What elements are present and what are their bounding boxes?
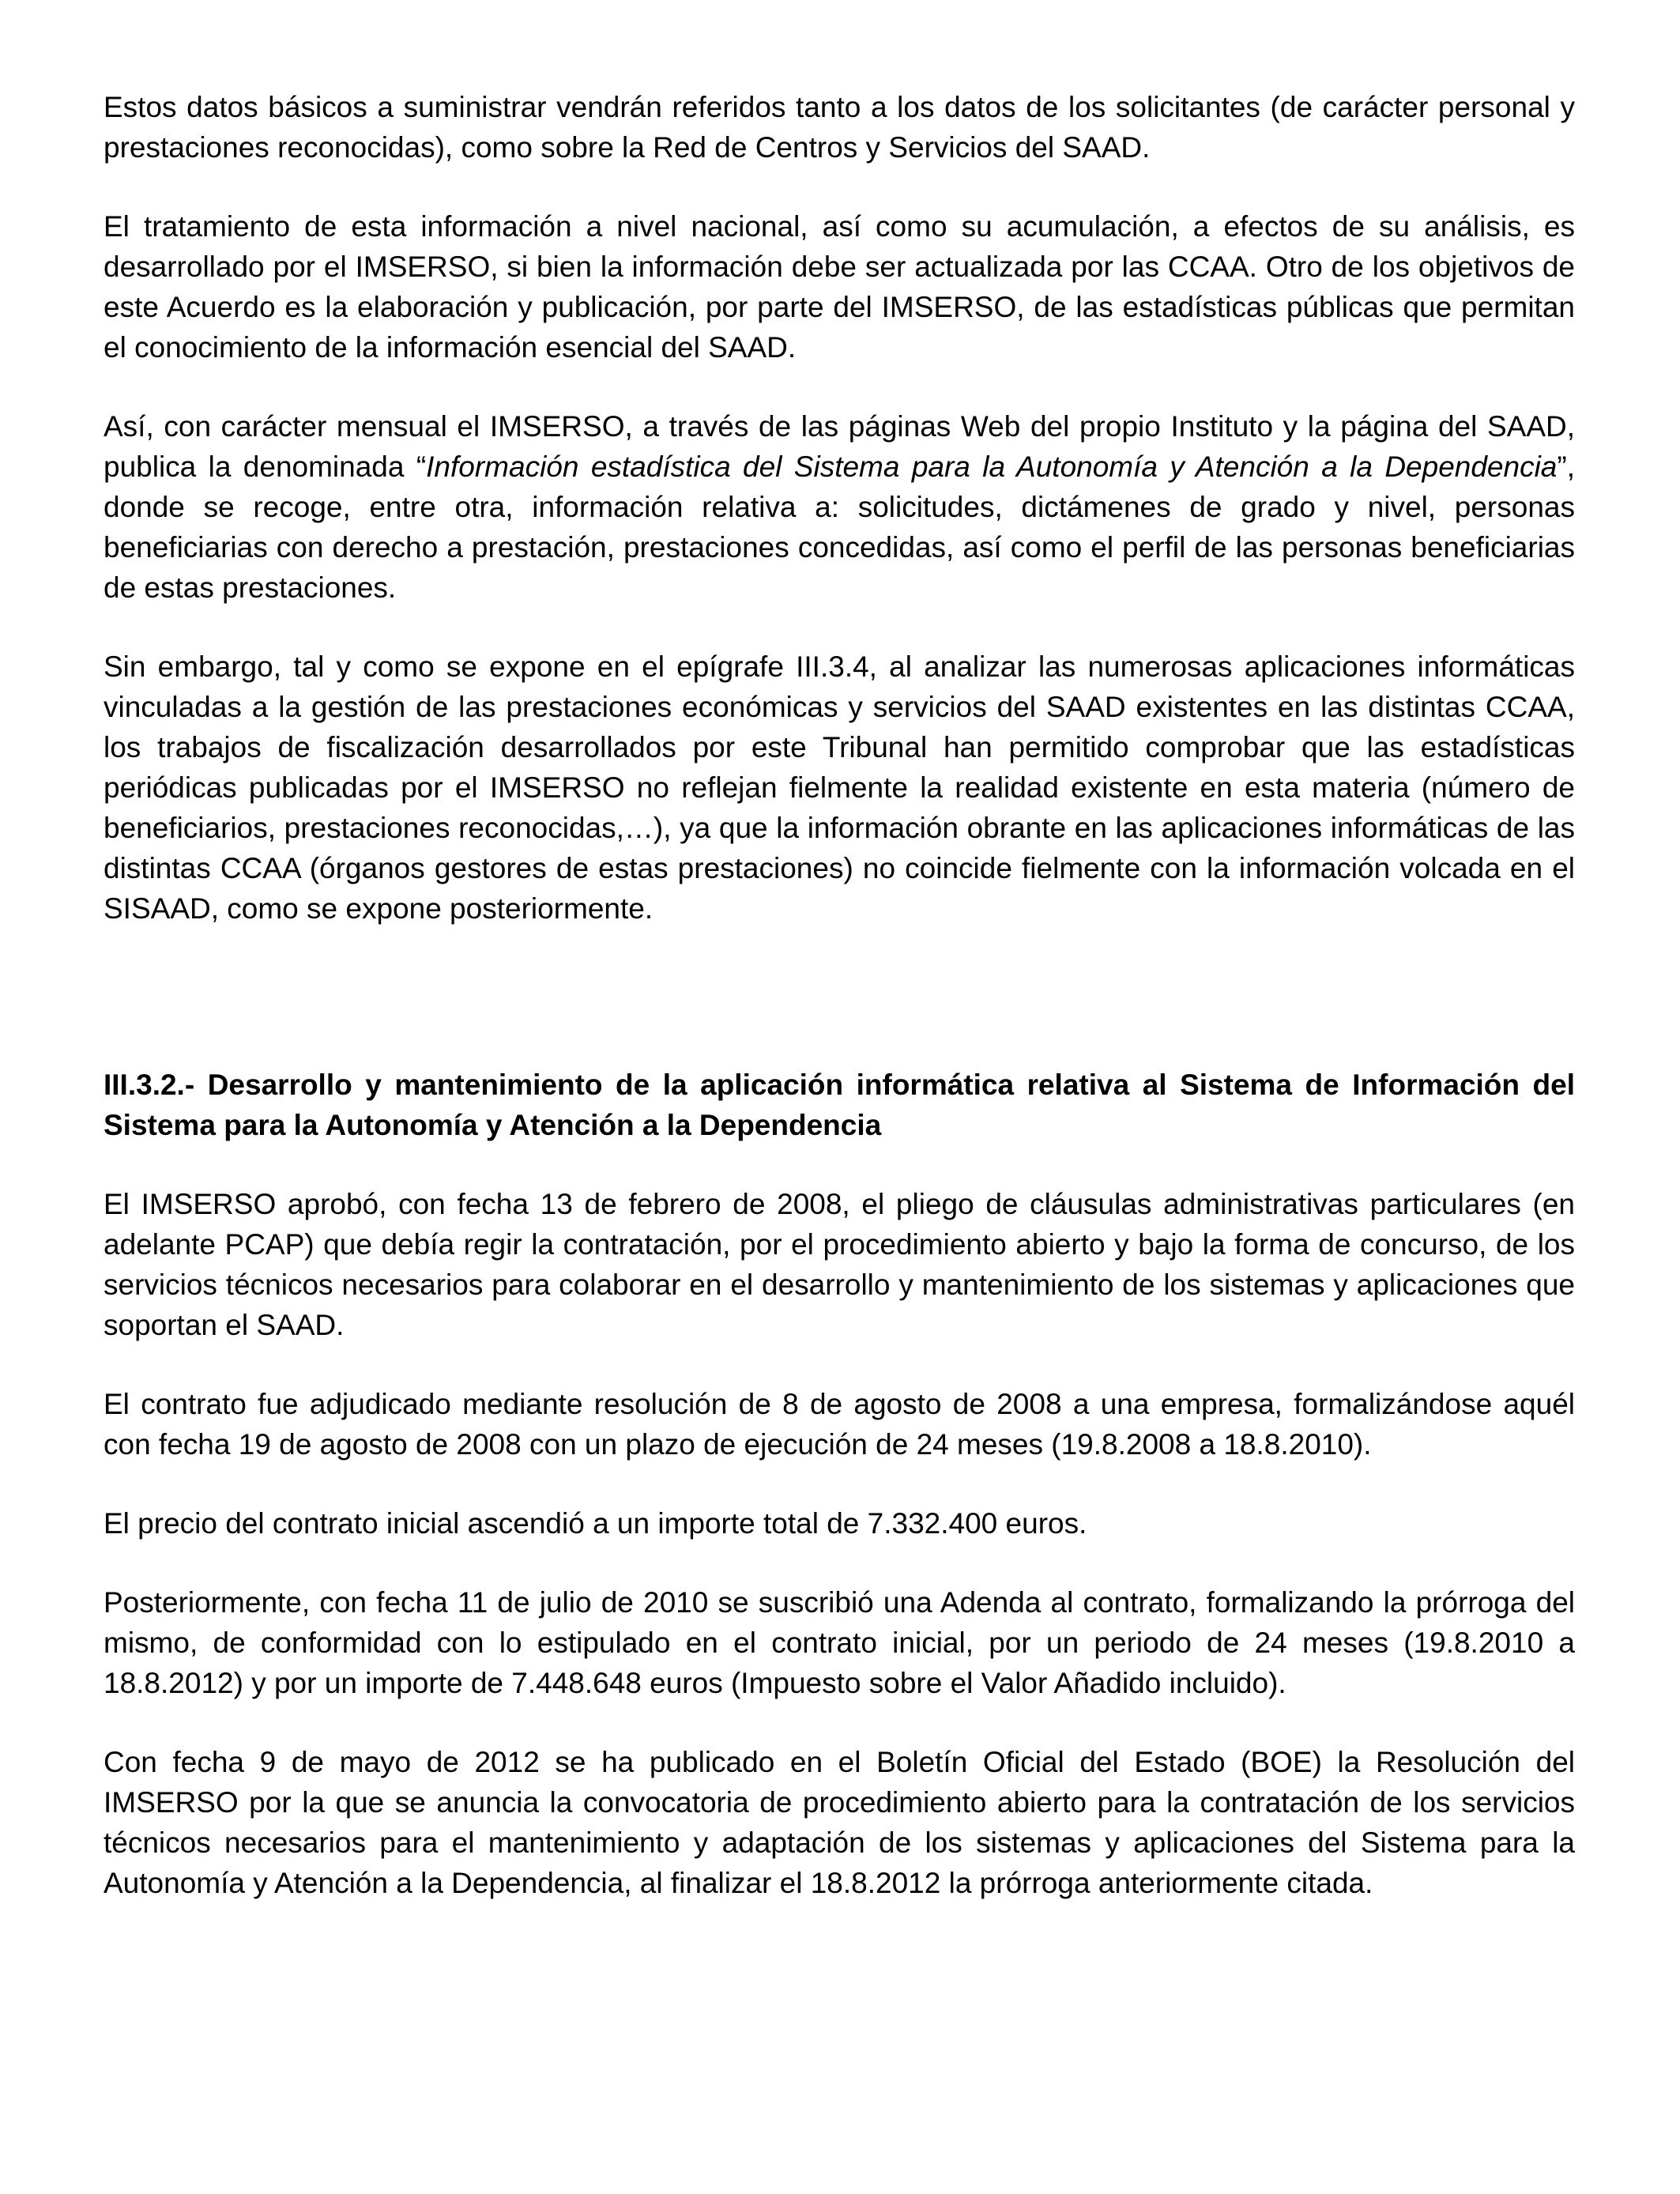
publication-title: Información estadística del Sistema para la Autonomía y Atención a la Dependencia <box>426 450 1558 483</box>
paragraph-adenda: Posteriormente, con fecha 11 de julio de 2010 se suscribió una Adenda al contrato, formalizando la prórroga del mismo, de conformidad con lo estipulado en el contrato inicial, por un periodo de 24 meses (19.8.2010 a 18.8.2012) y por un importe de 7.448.648 euros (Impuesto sobre el Valor Añadido incluido). <box>104 1586 1575 1699</box>
paragraph-caracter-mensual <box>104 406 1575 608</box>
paragraph-text-after: ”, donde se recoge, entre otra, información relativa a: solicitudes, dictámenes de grado y nivel, personas beneficiarias con derecho a prestación, prestaciones concedidas, así como el perfil de las personas beneficiarias de estas prestaciones. <box>104 450 1575 604</box>
paragraph-precio: El precio del contrato inicial ascendió a un importe total de 7.332.400 euros. <box>104 1507 1087 1540</box>
paragraph-pcap: El IMSERSO aprobó, con fecha 13 de febrero de 2008, el pliego de cláusulas administrativas particulares (en adelante PCAP) que debía regir la contratación, por el procedimiento abierto y bajo la forma de concurso, de los servicios técnicos necesarios para colaborar en el desarrollo y mantenimiento de los sistemas y aplicaciones que soportan el SAAD. <box>104 1188 1575 1341</box>
paragraph-adjudicacion: El contrato fue adjudicado mediante resolución de 8 de agosto de 2008 a una empresa, formalizándose aquél con fecha 19 de agosto de 2008 con un plazo de ejecución de 24 meses (19.8.2008 a 18.8.2010). <box>104 1388 1575 1461</box>
paragraph-boe: Con fecha 9 de mayo de 2012 se ha publicado en el Boletín Oficial del Estado (BOE) la Resolución del IMSERSO por la que se anuncia la convocatoria de procedimiento abierto para la contratación de los servicios técnicos necesarios para el mantenimiento y adaptación de los sistemas y aplicaciones del Sistema para la Autonomía y Atención a la Dependencia, al finalizar el 18.8.2012 la prórroga anteriormente citada. <box>104 1746 1575 1899</box>
section-heading: III.3.2.- Desarrollo y mantenimiento de la aplicación informática relativa al Sistema de Información del Sistema para la Autonomía y Atención a la Dependencia <box>104 1069 1575 1141</box>
paragraph-tratamiento: El tratamiento de esta información a nivel nacional, así como su acumulación, a efectos de su análisis, es desarrollado por el IMSERSO, si bien la información debe ser actualizada por las CCAA. Otro de los objetivos de este Acuerdo es la elaboración y publicación, por parte del IMSERSO, de las estadísticas públicas que permitan el conocimiento de la información esencial del SAAD. <box>104 210 1575 364</box>
paragraph-datos-basicos: Estos datos básicos a suministrar vendrán referidos tanto a los datos de los solicitantes (de carácter personal y prestaciones reconocidas), como sobre la Red de Centros y Servicios del SAAD. <box>104 91 1575 164</box>
paragraph-sin-embargo: Sin embargo, tal y como se expone en el epígrafe III.3.4, al analizar las numerosas aplicaciones informáticas vinculadas a la gestión de las prestaciones económicas y servicios del SAAD existentes en las distintas CCAA, los trabajos de fiscalización desarrollados por este Tribunal han permitido comprobar que las estadísticas periódicas publicadas por el IMSERSO no reflejan fielmente la realidad existente en esta materia (número de beneficiarios, prestaciones reconocidas,…), ya que la información obrante en las aplicaciones informáticas de las distintas CCAA (órganos gestores de estas prestaciones) no coincide fielmente con la información volcada en el SISAAD, como se expone posteriormente. <box>104 650 1575 925</box>
document-page <box>104 87 1575 1942</box>
paragraph-text-before: Así, con carácter mensual el IMSERSO, a través de las páginas Web del propio Instituto y la página del SAAD, publica la denominada “ <box>104 410 1575 483</box>
